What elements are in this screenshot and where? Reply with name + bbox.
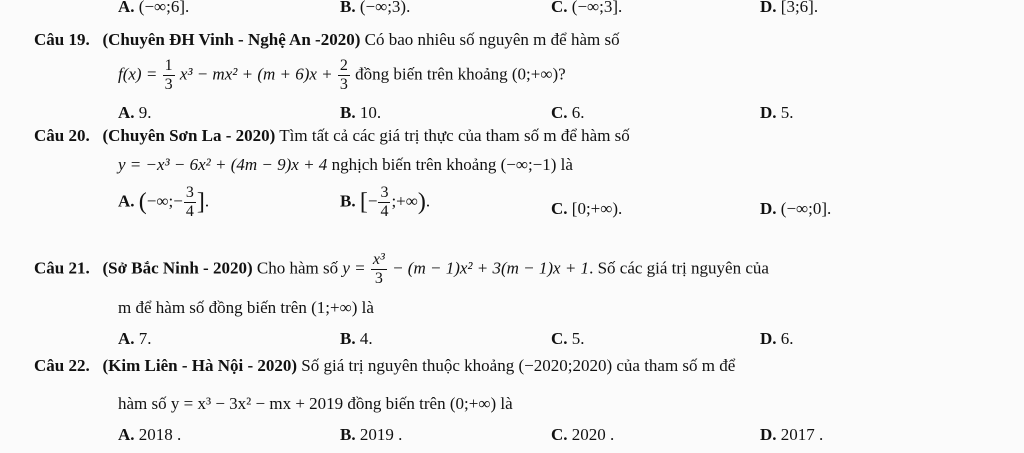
- bracket-open: [: [359, 189, 368, 215]
- option-label: B.: [340, 103, 356, 122]
- question-text: Có bao nhiêu số nguyên m để hàm số: [364, 30, 620, 49]
- formula: y = −x³ − 6x² + (4m − 9)x + 4: [118, 155, 328, 174]
- paren-open: (: [138, 189, 147, 215]
- q19-answer-a: [118, 103, 152, 123]
- frac-num: x³: [372, 251, 385, 268]
- frac-den: 3: [164, 76, 173, 93]
- q20-formula: [118, 155, 573, 175]
- question-text-line2: hàm số y = x³ − 3x² − mx + 2019 đồng biến trên (0;+∞) là: [118, 394, 513, 413]
- question-text: Cho hàm số: [256, 258, 339, 278]
- option-label: A.: [118, 191, 135, 211]
- option-value: 5.: [780, 103, 794, 122]
- option-value: [3;6].: [780, 0, 819, 16]
- option-value: 5.: [571, 329, 585, 348]
- formula-lhs: y =: [342, 258, 366, 278]
- q19-line1: [34, 30, 620, 50]
- option-label: B.: [340, 0, 356, 16]
- question-tail: nghịch biến trên khoảng (−∞;−1) là: [331, 155, 573, 174]
- option-value: [0;+∞).: [571, 199, 623, 218]
- question-tail: đồng biến trên khoảng (0;+∞)?: [355, 64, 566, 84]
- option-value: 9.: [138, 103, 152, 122]
- frac-num: 3: [380, 184, 389, 201]
- option-value: 2020 .: [571, 425, 615, 444]
- option-value: (−∞;0].: [780, 199, 832, 218]
- q21-line1: [34, 252, 769, 287]
- fraction: [371, 252, 387, 287]
- option-label: A.: [118, 329, 135, 348]
- frac-den: 4: [185, 203, 194, 220]
- frac-num: 3: [185, 184, 194, 201]
- q22-line1: [34, 356, 735, 376]
- option-value: 10.: [359, 103, 382, 122]
- fraction: [184, 185, 196, 220]
- question-source: (Kim Liên - Hà Nội - 2020): [102, 356, 298, 375]
- top-answer-c: [551, 0, 622, 17]
- q19-answer-c: [551, 103, 585, 123]
- top-answer-a: [118, 0, 189, 17]
- option-label: D.: [760, 0, 777, 16]
- question-source: (Sở Bắc Ninh - 2020): [102, 258, 253, 278]
- option-label: C.: [551, 329, 568, 348]
- bracket-close: ]: [196, 189, 205, 215]
- frac-den: 4: [380, 203, 389, 220]
- option-value: ;+∞: [391, 191, 418, 211]
- option-label: A.: [118, 425, 135, 444]
- q20-answer-a: A. (−∞;− $\frac{3}{4}$ ].: [118, 184, 210, 220]
- q21-line2: [118, 298, 374, 318]
- option-label: C.: [551, 425, 568, 444]
- option-label: D.: [760, 329, 777, 348]
- option-value: 2017 .: [780, 425, 824, 444]
- q22-answer-a: [118, 425, 181, 445]
- frac-num: 2: [339, 57, 348, 74]
- option-value: −: [367, 191, 378, 211]
- q21-answer-a: [118, 329, 152, 349]
- fraction: [338, 58, 350, 93]
- option-value: (−∞;3).: [359, 0, 411, 16]
- q20-answer-d: [760, 199, 831, 219]
- question-tail: . Số các giá trị nguyên của: [589, 258, 769, 278]
- question-text: Số giá trị nguyên thuộc khoảng (−2020;2020) của tham số m để: [301, 356, 736, 375]
- option-label: D.: [760, 103, 777, 122]
- q20-answer-b: B. [− $\frac{3}{4}$ ;+∞).: [340, 184, 431, 220]
- question-text-line2: m để hàm số đồng biến trên (1;+∞) là: [118, 298, 374, 317]
- option-value: 2019 .: [359, 425, 403, 444]
- option-value: −∞;−: [146, 191, 183, 211]
- option-label: A.: [118, 103, 135, 122]
- q20-answer-c: [551, 199, 622, 219]
- frac-den: 3: [374, 270, 383, 287]
- question-number: Câu 21.: [34, 258, 90, 278]
- option-label: B.: [340, 329, 356, 348]
- question-number: Câu 22.: [34, 356, 90, 375]
- q22-answer-b: [340, 425, 402, 445]
- fraction: [378, 185, 390, 220]
- option-label: C.: [551, 103, 568, 122]
- formula-mid: x³ − mx² + (m + 6)x +: [179, 64, 333, 84]
- q22-answer-c: [551, 425, 614, 445]
- option-label: D.: [760, 425, 777, 444]
- question-number: Câu 19.: [34, 30, 90, 49]
- formula-lhs: f(x) =: [118, 64, 158, 84]
- option-label: B.: [340, 425, 356, 444]
- option-label: C.: [551, 0, 568, 16]
- option-label: A.: [118, 0, 135, 16]
- q22-answer-d: [760, 425, 823, 445]
- q19-answer-d: [760, 103, 794, 123]
- q21-answer-c: [551, 329, 585, 349]
- option-label: D.: [760, 199, 777, 218]
- option-value: 7.: [138, 329, 152, 348]
- frac-den: 3: [339, 76, 348, 93]
- fraction: [163, 58, 175, 93]
- q21-answer-d: [760, 329, 794, 349]
- option-value: 6.: [780, 329, 794, 348]
- question-text: Tìm tất cả các giá trị thực của tham số m để hàm số: [279, 126, 630, 145]
- option-value: (−∞;6].: [138, 0, 190, 16]
- q20-line1: [34, 126, 630, 146]
- question-source: (Chuyên ĐH Vinh - Nghệ An -2020): [102, 30, 361, 49]
- option-label: B.: [340, 191, 356, 211]
- q19-formula: [118, 58, 566, 93]
- top-answer-d: [760, 0, 818, 17]
- frac-num: 1: [164, 57, 173, 74]
- paren-close: ): [417, 189, 426, 215]
- option-value: 2018 .: [138, 425, 182, 444]
- formula-rest: − (m − 1)x² + 3(m − 1)x + 1: [392, 258, 590, 278]
- option-value: (−∞;3].: [571, 0, 623, 16]
- question-number: Câu 20.: [34, 126, 90, 145]
- q22-line2: [118, 394, 513, 414]
- option-label: C.: [551, 199, 568, 218]
- option-value: 6.: [571, 103, 585, 122]
- q21-answer-b: [340, 329, 373, 349]
- option-value: 4.: [359, 329, 373, 348]
- question-source: (Chuyên Sơn La - 2020): [102, 126, 276, 145]
- q19-answer-b: [340, 103, 381, 123]
- top-answer-b: [340, 0, 410, 17]
